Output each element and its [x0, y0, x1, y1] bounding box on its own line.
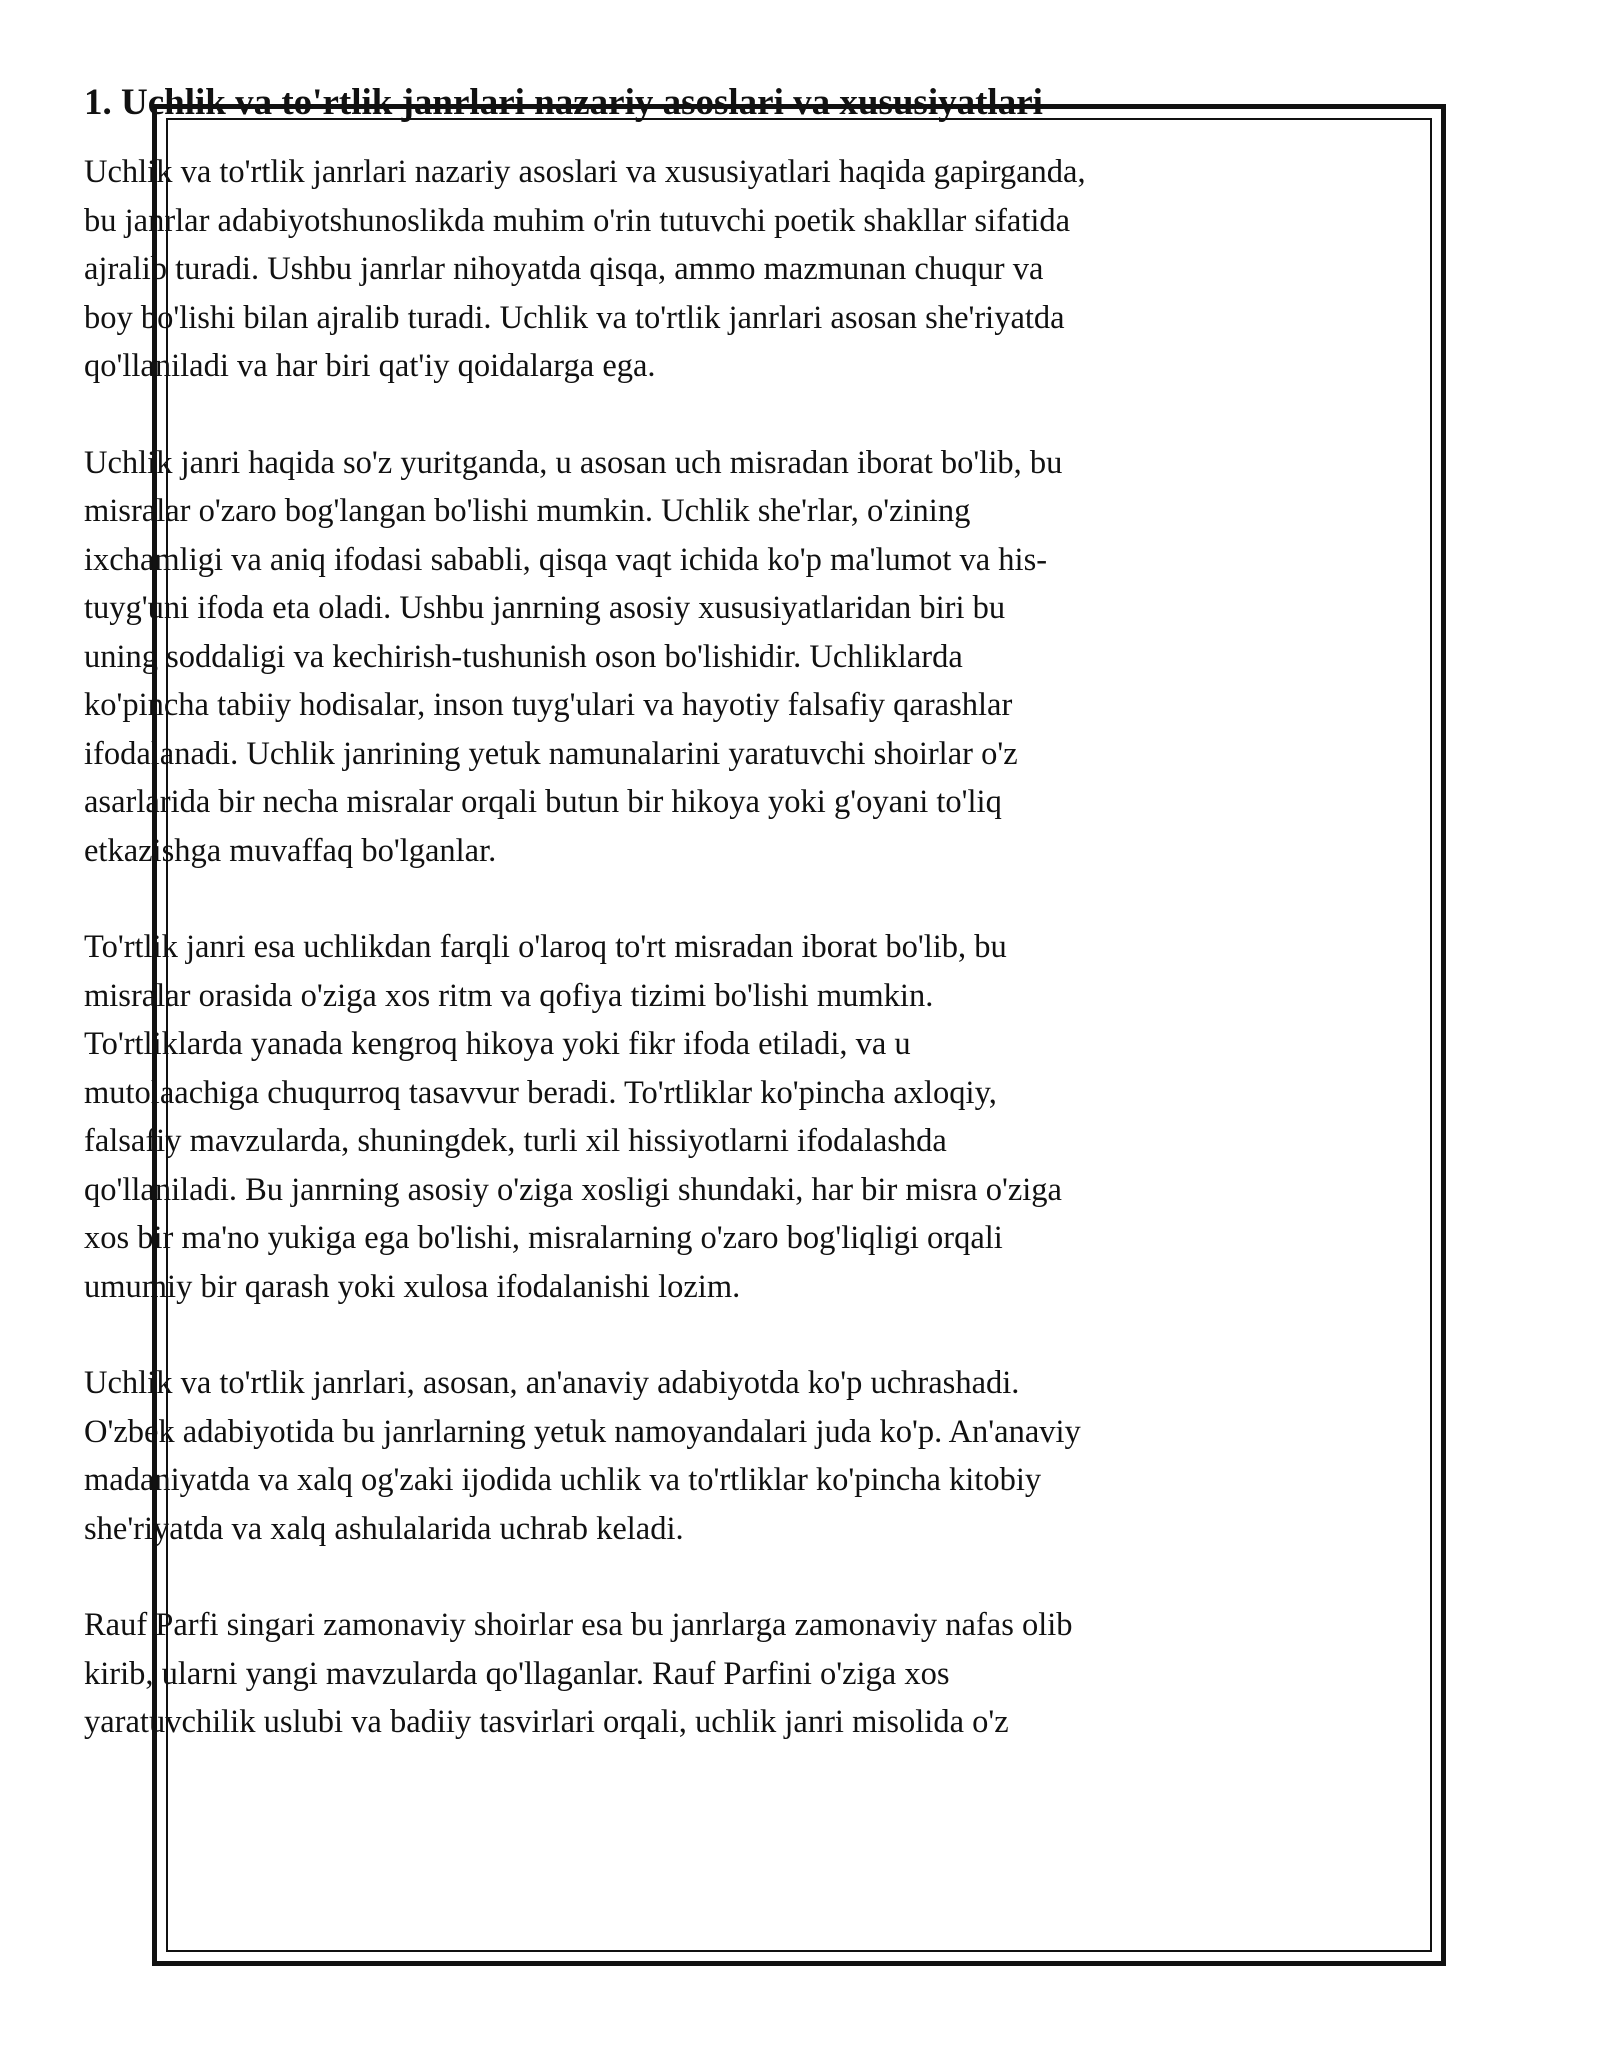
- text-line: umumiy bir qarash yoki xulosa ifodalanishi lozim.: [84, 1268, 741, 1305]
- text-line: asarlarida bir necha misralar orqali butun bir hikoya yoki g'oyani to'liq: [84, 784, 1002, 820]
- text-line: Uchlik va to'rtlik janrlari, asosan, an'anaviy adabiyotda ko'p uchrashadi.: [84, 1365, 1020, 1401]
- text-line: qo'llaniladi. Bu janrning asosiy o'ziga xosligi shundaki, har bir misra o'ziga: [84, 1171, 1062, 1208]
- text-line: yaratuvchilik uslubi va badiiy tasvirlari orqali, uchlik janri misolida o'z: [84, 1704, 1009, 1740]
- paragraph-4: [84, 1359, 1214, 1553]
- paragraph-3: [84, 923, 1214, 1311]
- text-line: boy bo'lishi bilan ajralib turadi. Uchlik va to'rtlik janrlari asosan she'riyatda: [84, 299, 1065, 336]
- text-line: bu janrlar adabiyotshunoslikda muhim o'rin tutuvchi poetik shakllar sifatida: [84, 202, 1071, 239]
- text-line: To'rtlik janri esa uchlikdan farqli o'laroq to'rt misradan iborat bo'lib, bu: [84, 929, 1007, 965]
- text-line: tuyg'uni ifoda eta oladi. Ushbu janrning asosiy xususiyatlaridan biri bu: [84, 590, 1006, 626]
- text-line: madaniyatda va xalq og'zaki ijodida uchlik va to'rtliklar ko'pincha kitobiy: [84, 1462, 1042, 1498]
- paragraph-2: [84, 439, 1214, 876]
- text-line: Uchlik va to'rtlik janrlari nazariy asoslari va xususiyatlari haqida gapirganda,: [84, 154, 1086, 190]
- text-line: kirib, ularni yangi mavzularda qo'llaganlar. Rauf Parfini o'ziga xos: [84, 1655, 950, 1692]
- text-line: uning soddaligi va kechirish-tushunish oson bo'lishidir. Uchliklarda: [84, 638, 963, 675]
- text-line: falsafiy mavzularda, shuningdek, turli xil hissiyotlarni ifodalashda: [84, 1123, 947, 1159]
- text-line: ixchamligi va aniq ifodasi sababli, qisqa vaqt ichida ko'p ma'lumot va his-: [84, 541, 1048, 578]
- text-line: O'zbek adabiyotida bu janrlarning yetuk namoyandalari juda ko'p. An'anaviy: [84, 1413, 1081, 1450]
- text-line: To'rtliklarda yanada kengroq hikoya yoki fikr ifoda etiladi, va u: [84, 1026, 911, 1062]
- text-line: Uchlik janri haqida so'z yuritganda, u asosan uch misradan iborat bo'lib, bu: [84, 444, 1063, 481]
- paragraph-5: [84, 1601, 1214, 1747]
- text-line: ko'pincha tabiiy hodisalar, inson tuyg'ulari va hayotiy falsafiy qarashlar: [84, 687, 1013, 723]
- text-line: xos bir ma'no yukiga ega bo'lishi, misralarning o'zaro bog'liqligi orqali: [84, 1220, 1003, 1256]
- document-body: [84, 78, 1214, 1747]
- text-line: qo'llaniladi va har biri qat'iy qoidalarga ega.: [84, 348, 656, 384]
- text-line: misralar o'zaro bog'langan bo'lishi mumkin. Uchlik she'rlar, o'zining: [84, 493, 971, 529]
- section-heading: 1. Uchlik va to'rtlik janrlari nazariy asoslari va xususiyatlari: [84, 82, 1043, 123]
- text-line: mutolaachiga chuqurroq tasavvur beradi. To'rtliklar ko'pincha axloqiy,: [84, 1074, 997, 1111]
- text-line: ajralib turadi. Ushbu janrlar nihoyatda qisqa, ammo mazmunan chuqur va: [84, 251, 1044, 287]
- text-line: misralar orasida o'ziga xos ritm va qofiya tizimi bo'lishi mumkin.: [84, 977, 934, 1014]
- text-line: Rauf Parfi singari zamonaviy shoirlar esa bu janrlarga zamonaviy nafas olib: [84, 1607, 1073, 1643]
- paragraph-1: [84, 148, 1214, 391]
- text-line: she'riyatda va xalq ashulalarida uchrab keladi.: [84, 1510, 684, 1547]
- text-line: ifodalanadi. Uchlik janrining yetuk namunalarini yaratuvchi shoirlar o'z: [84, 735, 1018, 772]
- text-line: etkazishga muvaffaq bo'lganlar.: [84, 832, 497, 869]
